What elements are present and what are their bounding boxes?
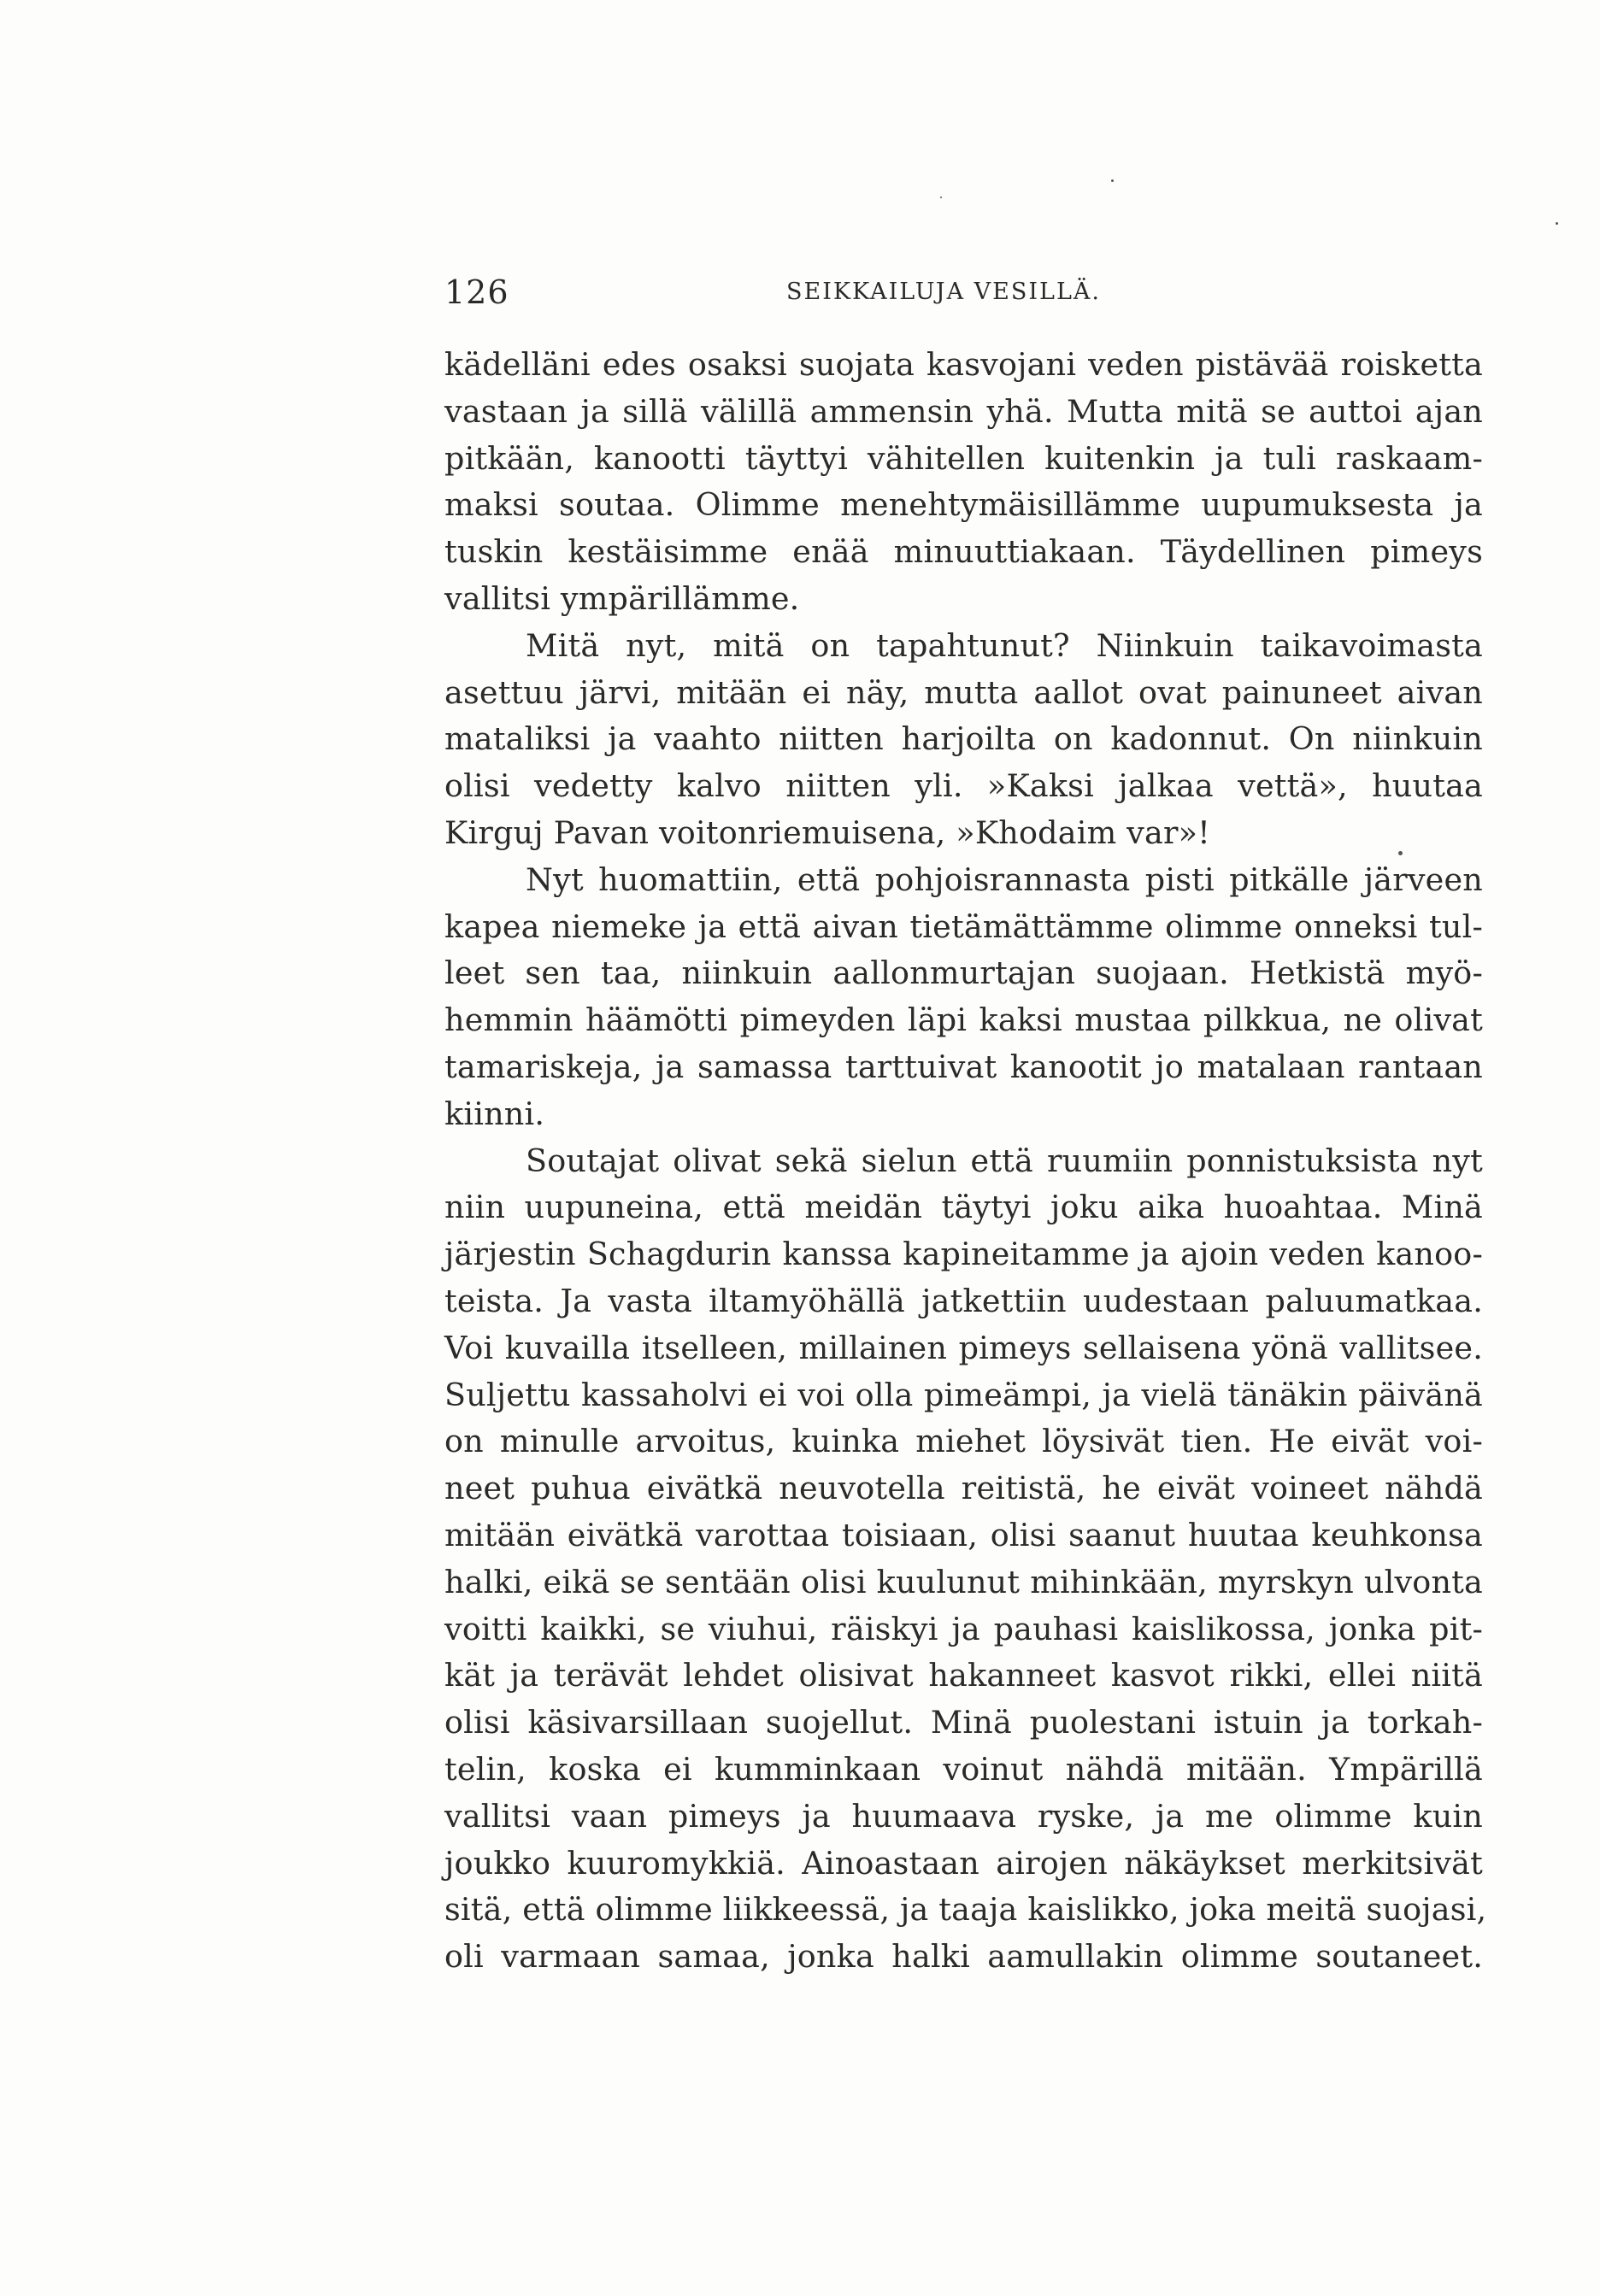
body-text <box>444 342 1487 1981</box>
text-line: kät ja terävät lehdet olisivat hakanneet kasvot rikki, ellei niitä <box>444 1657 1483 1694</box>
text-line: joukko kuuromykkiä. Ainoastaan airojen näkäykset merkitsivät <box>444 1844 1483 1882</box>
text-line: halki, eikä se sentään olisi kuulunut mihinkään, myrskyn ulvonta <box>444 1563 1483 1600</box>
text-line: niin uupuneina, että meidän täytyi joku aika huoahtaa. Minä <box>444 1189 1483 1226</box>
text-line: Nyt huomattiin, että pohjoisrannasta pisti pitkälle järveen <box>526 860 1483 898</box>
paper-speck <box>1111 179 1114 182</box>
text-line: sitä, että olimme liikkeessä, ja taaja kaislikko, joka meitä suojasi, <box>444 1891 1487 1929</box>
text-line: kapea niemeke ja että aivan tietämättämme olimme onneksi tul- <box>444 907 1483 945</box>
text-line: neet puhua eivätkä neuvotella reitistä, he eivät voineet nähdä <box>444 1470 1483 1507</box>
text-line: hemmin häämötti pimeyden läpi kaksi mustaa pilkkua, ne olivat <box>444 1001 1483 1039</box>
text-line: vallitsi ympärillämme. <box>444 579 800 617</box>
text-line: tamariskeja, ja samassa tarttuivat kanootit jo matalaan rantaan <box>444 1048 1483 1085</box>
running-head <box>444 273 1479 316</box>
text-line: tuskin kestäisimme enää minuuttiakaan. Täydellinen pimeys <box>444 533 1483 571</box>
text-line: telin, koska ei kumminkaan voinut nähdä mitään. Ympärillä <box>444 1750 1483 1788</box>
text-line: Suljettu kassaholvi ei voi olla pimeämpi, ja vielä tänäkin päivänä <box>444 1376 1483 1413</box>
paper-speck <box>940 197 942 198</box>
text-line: leet sen taa, niinkuin aallonmurtajan suojaan. Hetkistä myö- <box>444 954 1483 992</box>
text-line: olisi käsivarsillaan suojellut. Minä puolestani istuin ja torkah- <box>444 1704 1483 1741</box>
text-line: maksi soutaa. Olimme menehtymäisillämme uupumuksesta ja <box>444 486 1483 524</box>
text-line: on minulle arvoitus, kuinka miehet löysivät tien. He eivät voi- <box>444 1423 1483 1460</box>
text-line: oli varmaan samaa, jonka halki aamullakin olimme soutaneet. <box>444 1938 1483 1976</box>
paper-speck <box>1398 851 1403 855</box>
text-line: vallitsi vaan pimeys ja huumaava ryske, ja me olimme kuin <box>444 1797 1483 1835</box>
text-line: teista. Ja vasta iltamyöhällä jatkettiin uudestaan paluumatkaa. <box>444 1282 1483 1319</box>
text-line: pitkään, kanootti täyttyi vähitellen kuitenkin ja tuli raskaam- <box>444 439 1483 477</box>
text-line: vastaan ja sillä välillä ammensin yhä. Mutta mitä se auttoi ajan <box>444 392 1483 430</box>
text-line: voitti kaikki, se viuhui, räiskyi ja pauhasi kaislikossa, jonka pit- <box>444 1610 1483 1647</box>
paper-speck <box>1556 222 1558 225</box>
text-line: Voi kuvailla itselleen, millainen pimeys sellaisena yönä vallitsee. <box>444 1329 1483 1366</box>
text-line: Kirguj Pavan voitonriemuisena, »Khodaim var»! <box>444 813 1211 851</box>
text-line: mataliksi ja vaahto niitten harjoilta on kadonnut. On niinkuin <box>444 720 1483 758</box>
page-number: 126 <box>444 273 509 311</box>
text-line: järjestin Schagdurin kanssa kapineitamme ja ajoin veden kanoo- <box>444 1236 1483 1273</box>
text-line: Soutajat olivat sekä sielun että ruumiin ponnistuksista nyt <box>526 1142 1483 1179</box>
text-line: Mitä nyt, mitä on tapahtunut? Niinkuin taikavoimasta <box>526 626 1483 664</box>
text-line: kädelläni edes osaksi suojata kasvojani veden pistävää roisketta <box>444 346 1483 383</box>
text-line: mitään eivätkä varottaa toisiaan, olisi saanut huutaa keuhkonsa <box>444 1516 1483 1553</box>
text-line: olisi vedetty kalvo niitten yli. »Kaksi jalkaa vettä», huutaa <box>444 767 1483 805</box>
text-line: asettuu järvi, mitään ei näy, mutta aallot ovat painuneet aivan <box>444 673 1483 711</box>
text-line: kiinni. <box>444 1095 545 1132</box>
running-title: SEIKKAILUJA VESILLÄ. <box>786 279 1101 305</box>
